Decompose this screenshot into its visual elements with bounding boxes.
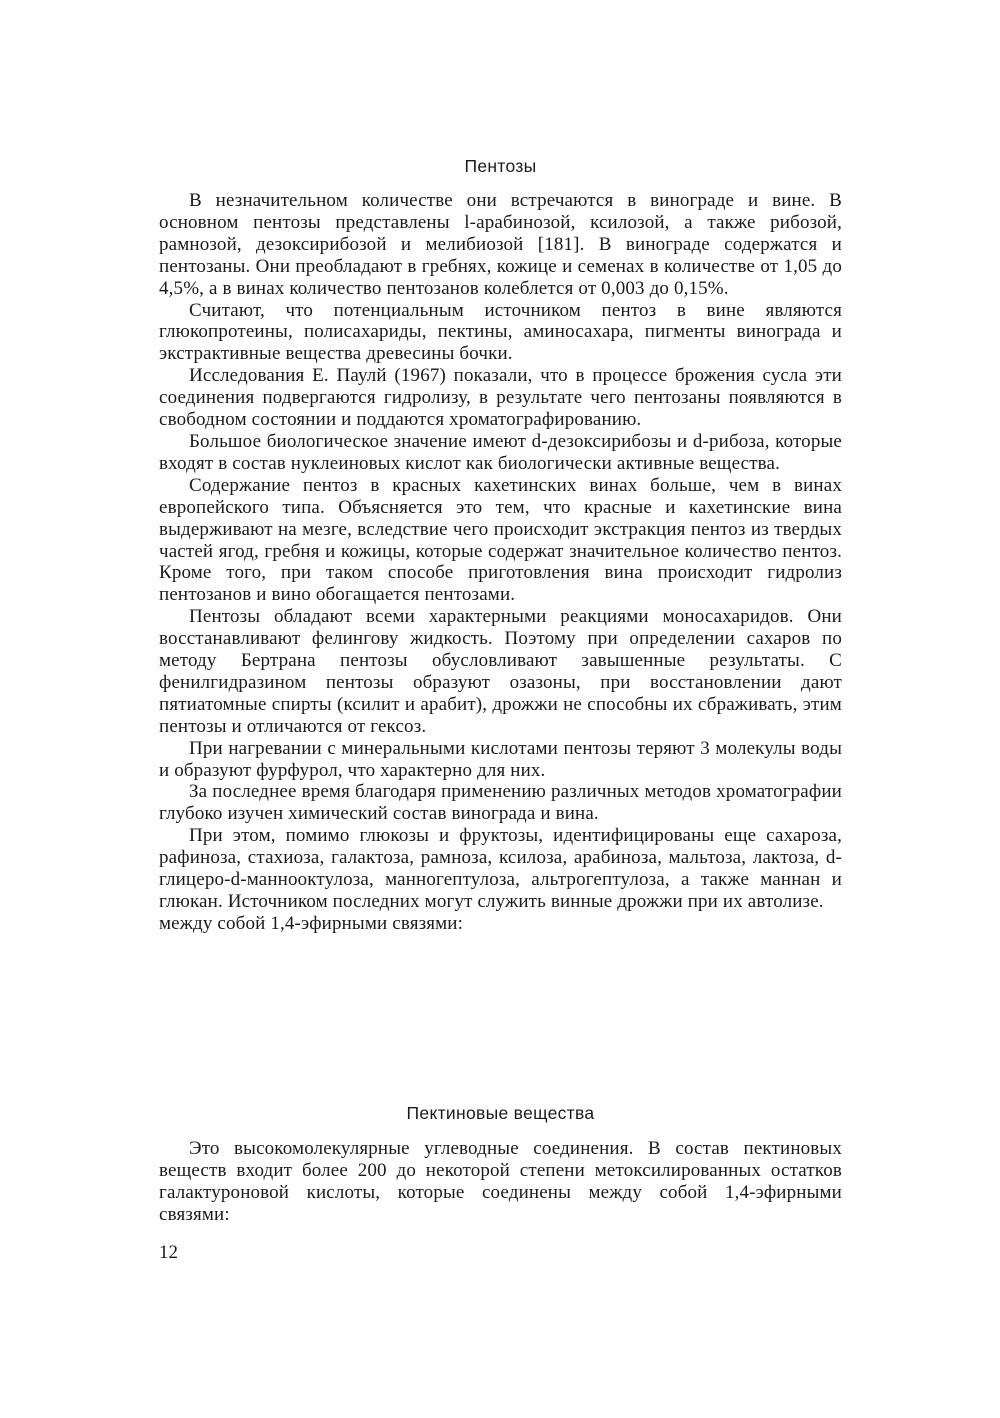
paragraph: Содержание пентоз в красных кахетинских винах больше, чем в винах европейского типа. Объясняется это тем, что красные и кахетинские вина выдерживают на мезге, вследствие чего происходит экстракция пентоз из твердых частей ягод, гребня и кожицы, которые содержат значительное количество пентоз. Кроме того, при таком способе приготовления вина происходит гидролиз пентозанов и вино обогащается пентозами. bbox=[159, 474, 842, 606]
paragraph: Большое биологическое значение имеют d-дезоксирибозы и d-рибоза, которые входят в состав нуклеиновых кислот как биологически активные вещества. bbox=[159, 430, 842, 474]
section-title-pentoses: Пентозы bbox=[464, 156, 537, 176]
section-title-pectins: Пектиновые вещества bbox=[406, 1103, 595, 1123]
paragraph: Пентозы обладают всеми характерными реакциями моносахаридов. Они восстанавливают фелингову жидкость. Поэтому при определении сахаров по методу Бертрана пентозы обусловливают завышенные результаты. С фенилгидразином пентозы образуют озазоны, при восстановлении дают пятиатомные спирты (ксилит и арабит), дрожжи не способны их сбраживать, этим пентозы и отличаются от гексоз. bbox=[159, 606, 842, 737]
paragraph: В незначительном количестве они встречаются в винограде и вине. В основном пентозы представлены l-арабинозой, ксилозой, а также рибозой, рамнозой, дезоксирибозой и мелибиозой [181]. В винограде содержатся и пентозаны. Они преобладают в гребнях, кожице и семенах в количестве от 1,05 до 4,5%, а в винах количество пентозанов колеблется от 0,003 до 0,15%. bbox=[159, 190, 842, 299]
pectins-body bbox=[159, 1138, 842, 1226]
paragraph: При этом, помимо глюкозы и фруктозы, идентифицированы еще сахароза, рафиноза, стахиоза, галактоза, рамноза, ксилоза, арабиноза, мальтоза, лактоза, d-глицеро-d-манноoктулоза, манногептулоза, альтрогептулоза, а также маннан и глюкан. Источником последних могут служить винные дрожжи при их автолизе. bbox=[159, 825, 842, 912]
pentoses-body bbox=[159, 190, 842, 935]
page-number: 12 bbox=[159, 1242, 178, 1263]
paragraph: Исследования Е. Паулй (1967) показали, что в процессе брожения сусла эти соединения подвергаются гидролизу, в результате чего пентозаны появляются в свободном состоянии и поддаются хроматографированию. bbox=[159, 365, 842, 431]
trailing-line: между собой 1,4-эфирными связями: bbox=[159, 912, 464, 934]
paragraph: За последнее время благодаря применению различных методов хроматографии глубоко изучен химический состав винограда и вина. bbox=[159, 781, 842, 825]
paragraph: При нагревании с минеральными кислотами пентозы теряют 3 молекулы воды и образуют фурфурол, что характерно для них. bbox=[159, 737, 842, 781]
paragraph: Это высокомолекулярные углеводные соединения. В состав пектиновых веществ входит более 200 до некоторой степени метоксилированных остатков галактуроновой кислоты, которые соединены между собой 1,4-эфирными связями: bbox=[159, 1138, 842, 1225]
paragraph: Считают, что потенциальным источником пентоз в вине являются глюкопротеины, полисахариды, пектины, аминосахара, пигменты винограда и экстрактивные вещества древесины бочки. bbox=[159, 299, 842, 365]
